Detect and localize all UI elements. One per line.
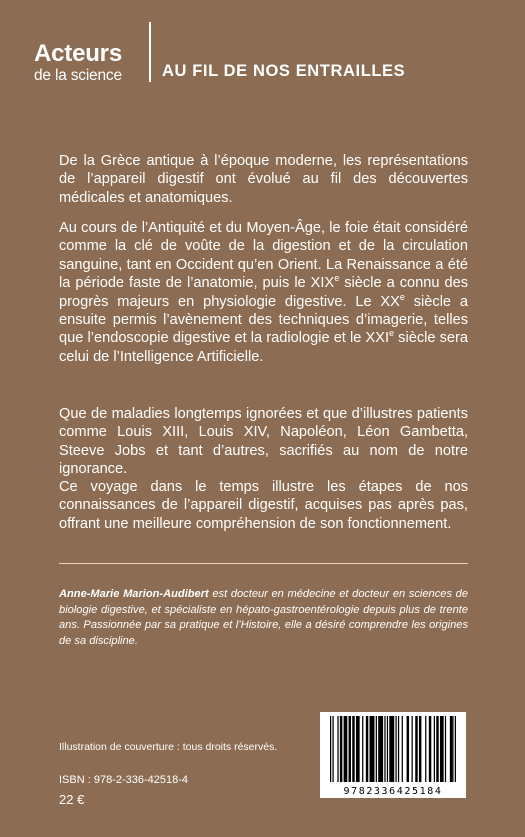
barcode-bar [376,716,377,782]
barcode-bar [407,716,409,782]
barcode-bar [349,716,351,782]
barcode-bar [337,716,338,782]
blurb-paragraph-4: Ce voyage dans le temps illustre les étapes de nos connaissances de l’appareil digestif, acquises pas après pas, offrant une meilleure compréhension de son fonctionnement. [59,479,468,532]
blurb-p2-part-c: siècle a ensuite permis l’avènement des techniques d’imagerie, telles que l’endoscopie digestive et la radiologie et le XXI [59,293,468,347]
barcode-bar [366,716,368,782]
barcode-bar [398,716,399,782]
barcode-number: 9782336425184 [343,786,443,797]
barcode-bar [356,716,360,782]
barcode-bar [445,716,446,782]
barcode-bar [434,716,435,782]
blurb-p2-part-a: Au cours de l’Antiquité et du Moyen-Âge, le foie était considéré comme la clé de voûte de la digestion et de la circulation sanguine, tant en Occident qu’en Orient. La Renaissance a été la période faste de l’anatomie, puis le XIX [59,220,468,292]
barcode-bar [450,716,452,782]
blurb-paragraph-3: Que de maladies longtemps ignorées et que d’illustres patients comme Louis XIII, Louis XIV, Napoléon, Léon Gambetta, Steeve Jobs et tant d’autres, sacrifiés au nom de notre ignorance. [59,406,468,478]
isbn: ISBN : 978-2-336-42518-4 [59,774,189,786]
book-title: AU FIL DE NOS ENTRAILLES [162,62,406,80]
barcode-bar [419,716,421,782]
barcode-bar [352,716,354,782]
blurb-p2-part-b: siècle a connu des progrès majeurs en physiologie digestive. Le XX [59,275,468,310]
barcode-bar [389,716,394,782]
barcode-bar [370,716,375,782]
barcode-bar [362,716,363,782]
title-divider [149,22,151,82]
barcode-bars [320,712,466,786]
superscript: e [399,291,405,302]
barcode-bar [436,716,438,782]
author-bio [59,587,468,649]
author-name: Anne-Marie Marion-Audibert [59,588,209,600]
blurb-p2-part-d: siècle sera celui de l’Intelligence Artificielle. [59,330,468,365]
barcode [320,712,466,798]
barcode-bar [412,716,413,782]
separator-line [59,563,468,564]
barcode-bar [429,716,431,782]
barcode-bar [395,716,396,782]
barcode-bar [402,716,403,782]
series-logo [34,42,122,84]
barcode-bar [455,716,456,782]
superscript: e [389,328,395,339]
barcode-bar [332,716,333,782]
cover-credit: Illustration de couverture : tous droits réservés. [59,741,278,753]
barcode-bar [387,716,388,782]
barcode-bar [344,716,348,782]
barcode-bar [440,716,444,782]
barcode-bar [378,716,383,782]
barcode-bar [384,716,385,782]
barcode-bar [452,716,453,782]
blurb-paragraph-1: De la Grèce antique à l’époque moderne, les représentations de l’appareil digestif ont évolué au fil des découvertes médicales et anatomiques. [59,153,468,206]
barcode-bar [330,716,331,782]
barcode-bar [425,716,426,782]
barcode-bar [340,716,342,782]
author-bio-text: est docteur en médecine et docteur en sciences de biologie digestive, et spécialiste en hépato-gastroentérologie depuis plus de trente ans. Passionnée par sa pratique et l’Histoire, elle a désiré comprendre les origines de sa discipline. [59,588,468,647]
superscript: e [334,273,340,284]
price: 22 € [59,792,85,807]
barcode-bar [415,716,417,782]
blurb-paragraph-2 [59,219,468,366]
series-name: Acteurs [34,40,122,67]
series-subtitle: de la science [34,67,122,84]
